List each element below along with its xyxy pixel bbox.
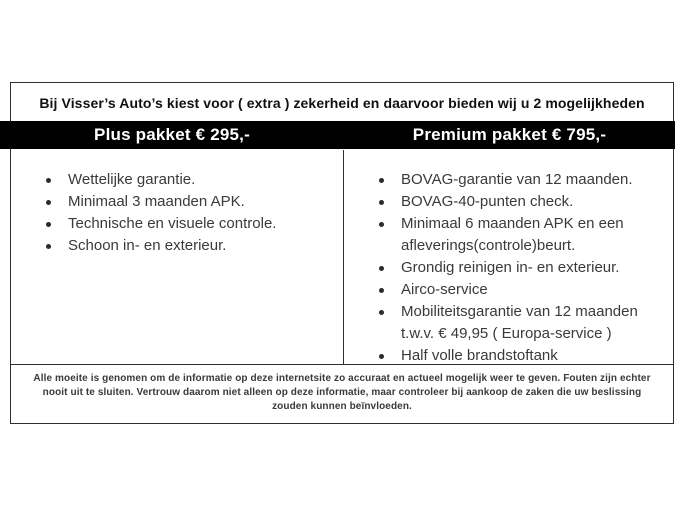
- premium-package-header: Premium pakket € 795,-: [412, 125, 607, 144]
- premium-package-column: [344, 150, 673, 364]
- list-item: Grondig reinigen in- en exterieur.: [401, 257, 665, 279]
- list-item: Schoon in- en exterieur.: [68, 235, 335, 257]
- list-item: Mobiliteitsgarantie van 12 maanden t.w.v. € 49,95 ( Europa-service ): [401, 301, 665, 345]
- plus-package-list: [68, 169, 335, 257]
- list-item: BOVAG-40-punten check.: [401, 191, 665, 213]
- premium-package-list: [401, 169, 665, 367]
- list-item: Technische en visuele controle.: [68, 213, 335, 235]
- list-item: Airco-service: [401, 279, 665, 301]
- list-item: Wettelijke garantie.: [68, 169, 335, 191]
- list-item: Half volle brandstoftank: [401, 345, 665, 367]
- packages-body: [11, 150, 673, 364]
- panel-title: Bij Visser’s Auto’s kiest voor ( extra ) zekerheid en daarvoor bieden wij u 2 mogelijkheden: [39, 94, 645, 111]
- package-header-bar: [0, 121, 675, 149]
- plus-package-column: [11, 150, 343, 364]
- list-item: Minimaal 6 maanden APK en een afleverings(controle)beurt.: [401, 213, 665, 257]
- disclaimer-text: Alle moeite is genomen om de informatie op deze internetsite zo accuraat en actueel mogelijk weer te geven. Fouten zijn echter nooit uit te sluiten. Vertrouw daarom niet alleen op deze informatie, maar controleer bij aankoop de zaken die uw beslissing zouden kunnen beïnvloeden.: [11, 364, 673, 423]
- list-item: BOVAG-garantie van 12 maanden.: [401, 169, 665, 191]
- list-item: Minimaal 3 maanden APK.: [68, 191, 335, 213]
- plus-package-header: Plus pakket € 295,-: [94, 125, 250, 144]
